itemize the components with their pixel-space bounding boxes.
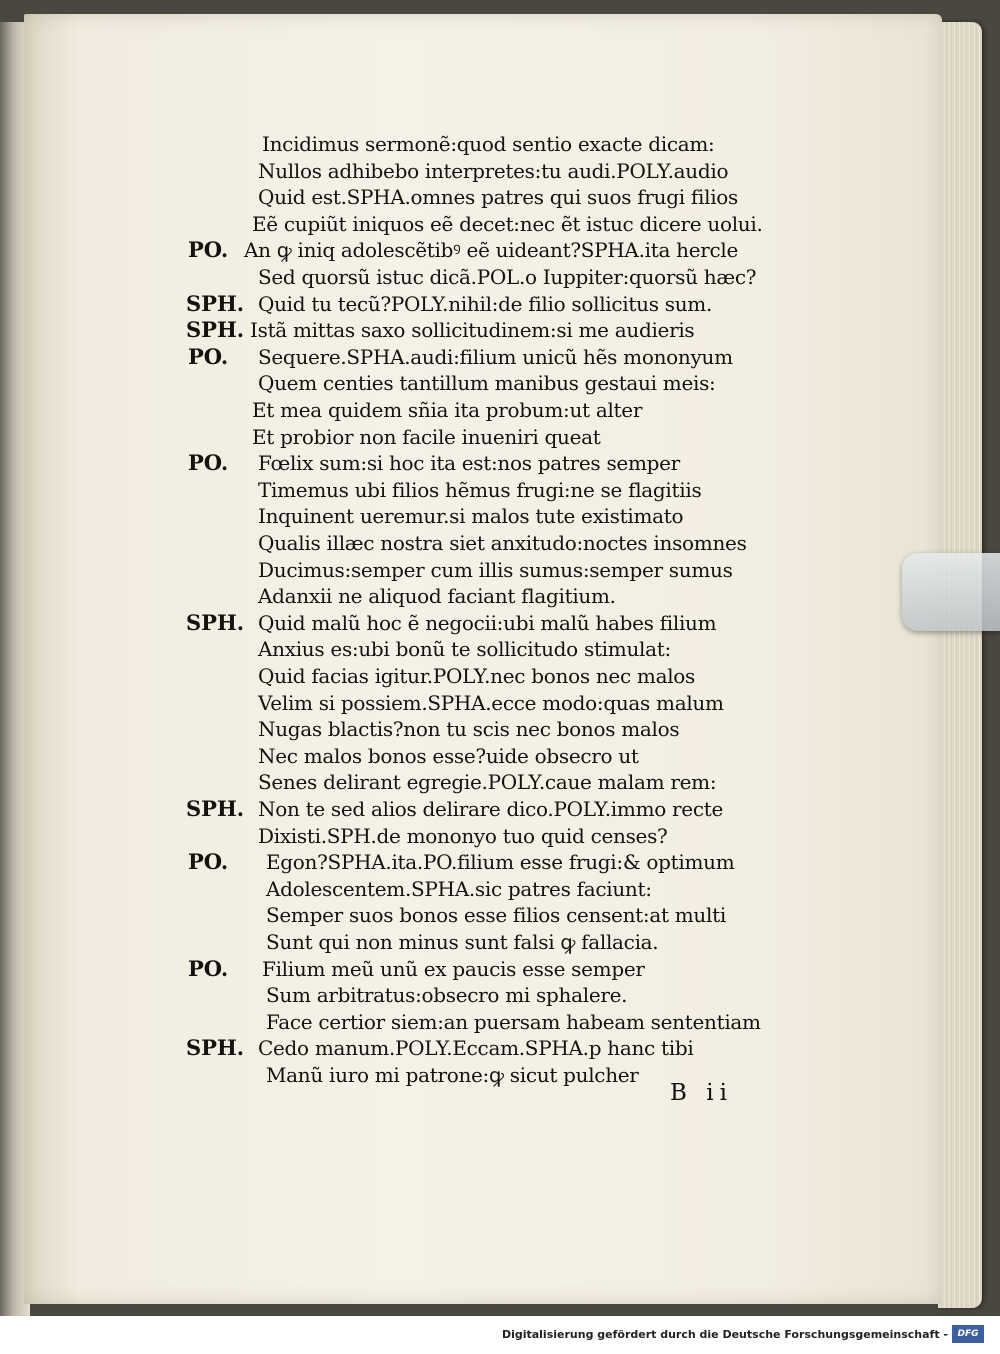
text-line: Egon?SPHA.ita.PO.filium esse frugi:& optimum bbox=[266, 850, 735, 875]
text-line: Quid est.SPHA.omnes patres qui suos frugi filios bbox=[258, 185, 738, 210]
text-line: Filium meũ unũ ex paucis esse semper bbox=[262, 956, 645, 981]
speaker-label: SPH. bbox=[186, 609, 245, 635]
text-line: Incidimus sermonẽ:quod sentio exacte dicam: bbox=[262, 132, 715, 156]
text-line: Adolescentem.SPHA.sic patres faciunt: bbox=[266, 876, 652, 901]
speaker-label: PO. bbox=[188, 237, 229, 263]
text-line: Non te sed alios delirare dico.POLY.immo recte bbox=[258, 797, 723, 821]
text-line: Cedo manum.POLY.Eccam.SPHA.p hanc tibi bbox=[258, 1036, 694, 1061]
text-line: Quid tu tecũ?POLY.nihil:de filio sollicitus sum. bbox=[258, 291, 712, 316]
text-line: Adanxii ne aliquod faciant flagitium. bbox=[258, 584, 616, 609]
text-line: Ducimus:semper cum illis sumus:semper sumus bbox=[258, 557, 733, 582]
speaker-label: PO. bbox=[188, 450, 229, 476]
text-line: An ꝙ iniq adolescẽtibꝰ eẽ uideant?SPHA.ita hercle bbox=[244, 238, 739, 263]
text-line: Quid facias igitur.POLY.nec bonos nec malos bbox=[258, 664, 696, 688]
text-line: Et mea quidem sñia ita probum:ut alter bbox=[252, 398, 643, 422]
text-line: Sed quorsũ istuc dicã.POL.o Iuppiter:quorsũ hæc? bbox=[258, 265, 757, 289]
speaker-label: PO. bbox=[188, 849, 229, 875]
text-line: Et probior non facile inueniri queat bbox=[252, 424, 601, 449]
text-line: Dixisti.SPH.de mononyo tuo quid censes? bbox=[258, 823, 668, 848]
text-line: Semper suos bonos esse filios censent:at multi bbox=[266, 903, 726, 928]
speaker-label: PO. bbox=[188, 343, 229, 369]
text-line: Sum arbitratus:obsecro mi sphalere. bbox=[266, 983, 628, 1008]
text-line: Quid malũ hoc ẽ negocii:ubi malũ habes filium bbox=[258, 610, 717, 635]
footer-credit: Digitalisierung gefördert durch die Deutsche Forschungsgemeinschaft - bbox=[501, 1328, 948, 1341]
text-line: Nugas blactis?non tu scis nec bonos malos bbox=[258, 717, 680, 742]
dfg-logo-icon: DFG bbox=[952, 1325, 984, 1343]
text-line: Eẽ cupiũt iniquos eẽ decet:nec ẽt istuc dicere uolui. bbox=[252, 211, 763, 236]
speaker-label: SPH. bbox=[186, 290, 245, 316]
signature-mark: B ii bbox=[670, 1080, 733, 1106]
text-line: Sequere.SPHA.audi:filium unicũ hẽs mononyum bbox=[258, 344, 733, 369]
text-line: Inquinent ueremur.si malos tute existimato bbox=[258, 504, 684, 529]
text-line: Qualis illæc nostra siet anxitudo:noctes insomnes bbox=[258, 531, 747, 555]
text-line: Timemus ubi filios hẽmus frugi:ne se flagitiis bbox=[258, 477, 702, 502]
text-line: Manũ iuro mi patrone:ꝙ sicut pulcher bbox=[266, 1063, 639, 1087]
text-line: Nec malos bonos esse?uide obsecro ut bbox=[258, 743, 639, 768]
text-line: Fœlix sum:si hoc ita est:nos patres semper bbox=[258, 451, 680, 476]
text-line: Istã mittas saxo sollicitudinem:si me audieris bbox=[250, 318, 695, 343]
text-line: Quem centies tantillum manibus gestaui meis: bbox=[258, 371, 716, 396]
text-line: Anxius es:ubi bonũ te sollicitudo stimulat: bbox=[258, 637, 671, 662]
speaker-label: PO. bbox=[188, 955, 229, 981]
text-line: Face certior siem:an puersam habeam sententiam bbox=[266, 1009, 761, 1034]
text-line: Sunt qui non minus sunt falsi ꝙ fallacia. bbox=[266, 930, 659, 954]
footer-bar bbox=[0, 1316, 1000, 1354]
text-line: Nullos adhibebo interpretes:tu audi.POLY.audio bbox=[258, 158, 729, 183]
speaker-label: SPH. bbox=[186, 1035, 245, 1061]
text-line: Senes delirant egregie.POLY.caue malam rem: bbox=[258, 770, 717, 795]
speaker-label: SPH. bbox=[186, 796, 245, 821]
text-line: Velim si possiem.SPHA.ecce modo:quas malum bbox=[258, 690, 724, 715]
speaker-label: SPH. bbox=[186, 317, 245, 343]
